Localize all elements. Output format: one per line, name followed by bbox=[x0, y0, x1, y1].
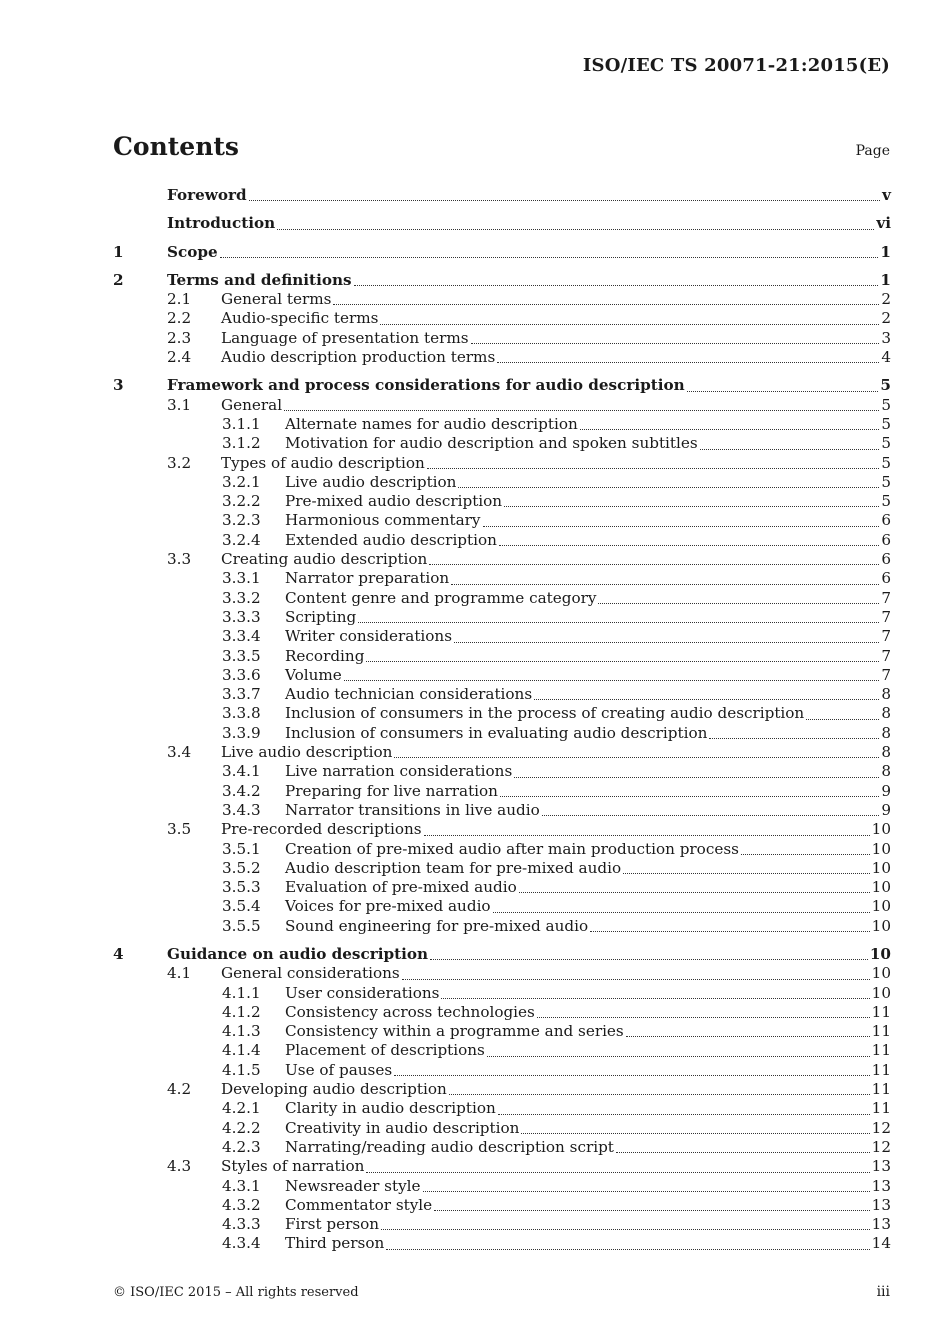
toc-entry-title[interactable]: Consistency within a programme and series bbox=[285, 1022, 624, 1041]
dot-leader bbox=[514, 776, 879, 778]
dot-leader bbox=[430, 958, 868, 960]
toc-entry-title[interactable]: Volume bbox=[285, 665, 342, 684]
toc-entry[interactable] bbox=[113, 348, 891, 367]
toc-entry[interactable] bbox=[113, 627, 891, 646]
toc-entry-page[interactable]: 8 bbox=[881, 743, 891, 762]
toc-entry-title[interactable]: Content genre and programme category bbox=[285, 588, 597, 607]
toc-entry[interactable] bbox=[113, 724, 891, 743]
toc-entry[interactable] bbox=[113, 666, 891, 685]
toc-entry-page[interactable]: 3 bbox=[881, 328, 891, 347]
toc-entry-title[interactable]: Styles of narration bbox=[221, 1157, 365, 1176]
toc-entry[interactable] bbox=[113, 396, 891, 415]
toc-entry-title[interactable]: Types of audio description bbox=[221, 453, 425, 472]
toc-entry-page[interactable]: 13 bbox=[871, 1157, 891, 1176]
toc-entry[interactable] bbox=[113, 647, 891, 666]
toc-entry[interactable] bbox=[113, 531, 891, 550]
dot-leader bbox=[498, 1113, 870, 1115]
toc-entry-number: 3.2.2 bbox=[222, 492, 261, 511]
toc-entry-title[interactable]: Inclusion of consumers in the process of creating audio description bbox=[285, 704, 805, 723]
toc-entry[interactable] bbox=[113, 820, 891, 839]
toc-entry-page[interactable]: 10 bbox=[871, 897, 891, 916]
toc-entry-number: 3 bbox=[113, 376, 124, 395]
toc-entry-number: 3.3.5 bbox=[222, 646, 261, 665]
toc-entry-page[interactable]: 5 bbox=[881, 434, 891, 453]
toc-entry[interactable] bbox=[113, 569, 891, 588]
toc-entry-number: 3.1.2 bbox=[222, 434, 261, 453]
toc-entry-page[interactable]: 12 bbox=[871, 1118, 891, 1137]
toc-entry-title[interactable]: Language of presentation terms bbox=[221, 328, 469, 347]
dot-leader bbox=[590, 930, 870, 932]
toc-entry-page[interactable]: 1 bbox=[880, 270, 891, 289]
dot-leader bbox=[534, 698, 879, 700]
toc-entry-number: 3.2.4 bbox=[222, 530, 261, 549]
dot-leader bbox=[497, 361, 879, 363]
toc-entry-title[interactable]: Audio description production terms bbox=[221, 348, 496, 367]
toc-entry-number: 4.3 bbox=[167, 1157, 192, 1176]
dot-leader bbox=[454, 641, 879, 643]
toc-entry[interactable] bbox=[113, 550, 891, 569]
toc-entry-number: 3.2 bbox=[167, 453, 192, 472]
dot-leader bbox=[598, 602, 879, 604]
toc-entry[interactable] bbox=[113, 415, 891, 434]
toc-entry[interactable] bbox=[113, 685, 891, 704]
toc-entry[interactable] bbox=[113, 801, 891, 820]
toc-entry-number: 3.1 bbox=[167, 395, 192, 414]
toc-entry[interactable] bbox=[113, 473, 891, 492]
toc-entry-number: 4.1.2 bbox=[222, 1002, 261, 1021]
toc-entry-title[interactable]: Placement of descriptions bbox=[285, 1041, 485, 1060]
toc-entry[interactable] bbox=[113, 214, 891, 233]
toc-entry-number: 2.4 bbox=[167, 348, 192, 367]
toc-entry-title[interactable]: Narrating/reading audio description script bbox=[285, 1137, 614, 1156]
toc-entry-page[interactable]: 5 bbox=[881, 414, 891, 433]
toc-entry-page[interactable]: 2 bbox=[881, 309, 891, 328]
toc-entry-number: 3.3.7 bbox=[222, 685, 261, 704]
toc-entry-number: 4.1.3 bbox=[222, 1022, 261, 1041]
toc-entry-number: 3.4.3 bbox=[222, 800, 261, 819]
dot-leader bbox=[458, 486, 879, 488]
toc-entry-number: 2.1 bbox=[167, 290, 192, 309]
toc-entry[interactable] bbox=[113, 878, 891, 897]
toc-entry[interactable] bbox=[113, 434, 891, 453]
page-column-label: Page bbox=[855, 143, 890, 159]
toc-entry-page[interactable]: 1 bbox=[880, 242, 891, 261]
toc-entry-number: 3.5.4 bbox=[222, 897, 261, 916]
toc-entry-page[interactable]: 5 bbox=[880, 376, 891, 395]
toc-entry-page[interactable]: 6 bbox=[881, 550, 891, 569]
toc-entry-page[interactable]: 6 bbox=[881, 511, 891, 530]
dot-leader bbox=[434, 1209, 870, 1211]
toc-entry-title[interactable]: Pre-recorded descriptions bbox=[221, 820, 422, 839]
toc-entry-page[interactable]: 11 bbox=[871, 1041, 891, 1060]
toc-entry[interactable] bbox=[113, 329, 891, 348]
toc-entry[interactable] bbox=[113, 1080, 891, 1099]
toc-entry-page[interactable]: 10 bbox=[871, 878, 891, 897]
toc-entry-title[interactable]: General terms bbox=[221, 290, 332, 309]
toc-entry[interactable] bbox=[113, 897, 891, 916]
toc-entry-page[interactable]: 7 bbox=[881, 646, 891, 665]
toc-entry-title[interactable]: Live audio description bbox=[285, 472, 457, 491]
toc-entry-number: 3.3.6 bbox=[222, 665, 261, 684]
toc-entry-page[interactable]: 8 bbox=[881, 685, 891, 704]
toc-entry-page[interactable]: 4 bbox=[881, 348, 891, 367]
toc-entry-title[interactable]: Audio-specific terms bbox=[221, 309, 379, 328]
toc-entry-page[interactable]: 10 bbox=[869, 944, 891, 963]
toc-entry-number: 4.3.3 bbox=[222, 1215, 261, 1234]
dot-leader bbox=[429, 563, 879, 565]
dot-leader bbox=[687, 390, 879, 392]
toc-entry-number: 4.1.1 bbox=[222, 983, 261, 1002]
dot-leader bbox=[427, 467, 880, 469]
toc-entry-number: 3.5.2 bbox=[222, 858, 261, 877]
toc-entry-number: 4.3.4 bbox=[222, 1234, 261, 1253]
toc-entry-page[interactable]: 7 bbox=[881, 627, 891, 646]
toc-entry-title[interactable]: Third person bbox=[285, 1234, 385, 1253]
dot-leader bbox=[741, 853, 870, 855]
dot-leader bbox=[504, 505, 879, 507]
toc-entry-number: 3.4.1 bbox=[222, 762, 261, 781]
dot-leader bbox=[402, 978, 870, 980]
dot-leader bbox=[358, 621, 879, 623]
toc-entry[interactable] bbox=[113, 454, 891, 473]
dot-leader bbox=[623, 872, 870, 874]
toc-entry-number: 3.2.1 bbox=[222, 472, 261, 491]
toc-entry-title[interactable]: Writer considerations bbox=[285, 627, 453, 646]
dot-leader bbox=[366, 660, 879, 662]
toc-entry-title[interactable]: Use of pauses bbox=[285, 1060, 393, 1079]
dot-leader bbox=[709, 737, 879, 739]
toc-entry-page[interactable]: 11 bbox=[871, 1080, 891, 1099]
toc-entry-page[interactable]: 10 bbox=[871, 839, 891, 858]
toc-entry-title[interactable]: Recording bbox=[285, 646, 365, 665]
toc-entry-number: 3.5.1 bbox=[222, 839, 261, 858]
table-of-contents bbox=[113, 186, 891, 1254]
toc-entry[interactable] bbox=[113, 608, 891, 627]
toc-entry[interactable] bbox=[113, 704, 891, 723]
toc-entry-number: 4.2 bbox=[167, 1080, 192, 1099]
toc-entry-number: 4.2.3 bbox=[222, 1137, 261, 1156]
toc-entry-title[interactable]: Scope bbox=[167, 242, 218, 261]
toc-entry-number: 3.5.5 bbox=[222, 916, 261, 935]
toc-entry-title[interactable]: Narrator transitions in live audio bbox=[285, 800, 540, 819]
toc-entry[interactable] bbox=[113, 1157, 891, 1176]
dot-leader bbox=[806, 718, 879, 720]
toc-entry-page[interactable]: 5 bbox=[881, 492, 891, 511]
toc-entry-number: 2 bbox=[113, 270, 124, 289]
dot-leader bbox=[366, 1171, 869, 1173]
toc-entry-page[interactable]: 11 bbox=[871, 1099, 891, 1118]
dot-leader bbox=[500, 795, 879, 797]
toc-entry-page[interactable]: 13 bbox=[871, 1215, 891, 1234]
toc-entry-title[interactable]: Introduction bbox=[167, 214, 276, 233]
toc-entry-page[interactable]: 11 bbox=[871, 1002, 891, 1021]
toc-entry-title[interactable]: Guidance on audio description bbox=[167, 944, 429, 963]
toc-entry-number: 3.3.4 bbox=[222, 627, 261, 646]
dot-leader bbox=[537, 1016, 870, 1018]
toc-entry-page[interactable]: 2 bbox=[881, 290, 891, 309]
toc-entry-title[interactable]: Motivation for audio description and spoken subtitles bbox=[285, 434, 698, 453]
toc-entry[interactable] bbox=[113, 1234, 891, 1253]
toc-entry[interactable] bbox=[113, 1196, 891, 1215]
toc-entry-page[interactable]: 5 bbox=[881, 453, 891, 472]
contents-heading: Contents bbox=[113, 132, 240, 161]
toc-entry[interactable] bbox=[113, 1061, 891, 1080]
toc-entry-page[interactable]: 13 bbox=[871, 1176, 891, 1195]
toc-entry-page[interactable]: 9 bbox=[881, 781, 891, 800]
toc-entry-page[interactable]: 14 bbox=[871, 1234, 891, 1253]
toc-entry-page[interactable]: 12 bbox=[871, 1137, 891, 1156]
toc-entry[interactable] bbox=[113, 840, 891, 859]
toc-entry-number: 3.5.3 bbox=[222, 878, 261, 897]
toc-entry[interactable] bbox=[113, 1119, 891, 1138]
toc-entry[interactable] bbox=[113, 984, 891, 1003]
toc-entry-title[interactable]: Voices for pre-mixed audio bbox=[285, 897, 491, 916]
dot-leader bbox=[580, 428, 880, 430]
dot-leader bbox=[277, 228, 874, 230]
dot-leader bbox=[521, 1132, 869, 1134]
copyright-notice: © ISO/IEC 2015 – All rights reserved bbox=[113, 1285, 359, 1300]
toc-entry[interactable] bbox=[113, 1215, 891, 1234]
toc-entry-page[interactable]: 11 bbox=[871, 1060, 891, 1079]
dot-leader bbox=[487, 1055, 870, 1057]
toc-entry[interactable] bbox=[113, 743, 891, 762]
toc-entry-page[interactable]: 10 bbox=[871, 964, 891, 983]
toc-entry-page[interactable]: 7 bbox=[881, 588, 891, 607]
dot-leader bbox=[423, 1190, 870, 1192]
toc-entry-title[interactable]: Pre-mixed audio description bbox=[285, 492, 503, 511]
toc-entry-page[interactable]: v bbox=[882, 186, 891, 204]
toc-entry-number: 4.2.1 bbox=[222, 1099, 261, 1118]
toc-entry[interactable] bbox=[113, 782, 891, 801]
dot-leader bbox=[542, 814, 880, 816]
page-number: iii bbox=[876, 1284, 890, 1300]
toc-entry-title[interactable]: Evaluation of pre-mixed audio bbox=[285, 878, 517, 897]
toc-entry-number: 4.3.1 bbox=[222, 1176, 261, 1195]
toc-entry-title[interactable]: Narrator preparation bbox=[285, 569, 450, 588]
dot-leader bbox=[493, 911, 870, 913]
dot-leader bbox=[354, 284, 879, 286]
toc-entry[interactable] bbox=[113, 309, 891, 328]
dot-leader bbox=[471, 342, 880, 344]
toc-entry-title[interactable]: Consistency across technologies bbox=[285, 1002, 535, 1021]
dot-leader bbox=[451, 583, 879, 585]
toc-entry[interactable] bbox=[113, 492, 891, 511]
toc-entry-title[interactable]: Live narration considerations bbox=[285, 762, 513, 781]
toc-entry[interactable] bbox=[113, 243, 891, 262]
toc-entry-number: 2.2 bbox=[167, 309, 192, 328]
dot-leader bbox=[220, 256, 879, 258]
toc-entry-number: 3.2.3 bbox=[222, 511, 261, 530]
toc-entry-title[interactable]: Creating audio description bbox=[221, 550, 428, 569]
toc-entry[interactable] bbox=[113, 762, 891, 781]
toc-entry[interactable] bbox=[113, 859, 891, 878]
toc-entry-title[interactable]: Inclusion of consumers in evaluating audio description bbox=[285, 723, 708, 742]
toc-entry-page[interactable]: 11 bbox=[871, 1022, 891, 1041]
toc-entry-title[interactable]: General bbox=[221, 395, 283, 414]
toc-entry[interactable] bbox=[113, 964, 891, 983]
toc-entry-title[interactable]: Live audio description bbox=[221, 743, 393, 762]
toc-entry[interactable] bbox=[113, 271, 891, 290]
toc-entry[interactable] bbox=[113, 945, 891, 964]
dot-leader bbox=[386, 1248, 869, 1250]
toc-entry[interactable] bbox=[113, 1099, 891, 1118]
toc-entry[interactable] bbox=[113, 1003, 891, 1022]
toc-entry-number: 2.3 bbox=[167, 328, 192, 347]
toc-entry[interactable] bbox=[113, 1177, 891, 1196]
toc-entry-page[interactable]: 7 bbox=[881, 607, 891, 626]
dot-leader bbox=[394, 1074, 870, 1076]
toc-entry-title[interactable]: Harmonious commentary bbox=[285, 511, 481, 530]
toc-entry[interactable] bbox=[113, 376, 891, 395]
document-id: ISO/IEC TS 20071-21:2015(E) bbox=[582, 55, 890, 76]
dot-leader bbox=[616, 1151, 870, 1153]
toc-entry-title[interactable]: First person bbox=[285, 1215, 380, 1234]
toc-entry-title[interactable]: Extended audio description bbox=[285, 530, 497, 549]
toc-entry-number: 3.5 bbox=[167, 820, 192, 839]
toc-entry-number: 4 bbox=[113, 944, 124, 963]
dot-leader bbox=[344, 679, 880, 681]
toc-entry-title[interactable]: Newsreader style bbox=[285, 1176, 421, 1195]
toc-entry-page[interactable]: 8 bbox=[881, 762, 891, 781]
toc-entry-title[interactable]: Sound engineering for pre-mixed audio bbox=[285, 916, 589, 935]
toc-entry-page[interactable]: 10 bbox=[871, 820, 891, 839]
dot-leader bbox=[499, 544, 879, 546]
dot-leader bbox=[626, 1035, 870, 1037]
toc-entry-number: 3.4 bbox=[167, 743, 192, 762]
toc-entry-title[interactable]: Terms and definitions bbox=[167, 270, 352, 289]
toc-entry-page[interactable]: 8 bbox=[881, 723, 891, 742]
toc-entry-title[interactable]: Preparing for live narration bbox=[285, 781, 498, 800]
toc-entry-number: 3.1.1 bbox=[222, 414, 261, 433]
dot-leader bbox=[700, 448, 880, 450]
toc-entry-title[interactable]: Framework and process considerations for audio description bbox=[167, 376, 685, 395]
toc-entry-page[interactable]: 10 bbox=[871, 858, 891, 877]
toc-entry-number: 3.3.8 bbox=[222, 704, 261, 723]
dot-leader bbox=[449, 1093, 870, 1095]
dot-leader bbox=[333, 303, 879, 305]
toc-entry-number: 4.3.2 bbox=[222, 1195, 261, 1214]
toc-entry-page[interactable]: 13 bbox=[871, 1195, 891, 1214]
toc-entry-number: 3.3.1 bbox=[222, 569, 261, 588]
dot-leader bbox=[381, 1228, 870, 1230]
toc-entry-number: 3.3.2 bbox=[222, 588, 261, 607]
toc-entry-title[interactable]: General considerations bbox=[221, 964, 400, 983]
toc-entry[interactable] bbox=[113, 1022, 891, 1041]
toc-entry-number: 4.1.5 bbox=[222, 1060, 261, 1079]
toc-entry-title[interactable]: Audio technician considerations bbox=[285, 685, 533, 704]
dot-leader bbox=[441, 997, 869, 999]
dot-leader bbox=[519, 891, 870, 893]
toc-entry-number: 3.3.9 bbox=[222, 723, 261, 742]
toc-entry-number: 4.1 bbox=[167, 964, 192, 983]
toc-entry-number: 3.4.2 bbox=[222, 781, 261, 800]
toc-entry-title[interactable]: Scripting bbox=[285, 607, 357, 626]
toc-entry[interactable] bbox=[113, 1138, 891, 1157]
toc-entry-title[interactable]: Commentator style bbox=[285, 1195, 433, 1214]
dot-leader bbox=[249, 199, 881, 201]
toc-entry-page[interactable]: 9 bbox=[881, 800, 891, 819]
dot-leader bbox=[380, 323, 879, 325]
dot-leader bbox=[424, 834, 870, 836]
dot-leader bbox=[483, 525, 880, 527]
toc-entry-title[interactable]: Creation of pre-mixed audio after main production process bbox=[285, 839, 739, 858]
toc-entry-page[interactable]: 8 bbox=[881, 704, 891, 723]
toc-entry-title[interactable]: Audio description team for pre-mixed audio bbox=[285, 858, 622, 877]
toc-entry-number: 3.3.3 bbox=[222, 607, 261, 626]
toc-entry-page[interactable]: 5 bbox=[881, 395, 891, 414]
toc-entry-number: 3.3 bbox=[167, 550, 192, 569]
toc-entry-number: 1 bbox=[113, 242, 124, 261]
toc-entry-page[interactable]: 6 bbox=[881, 530, 891, 549]
toc-entry-title[interactable]: Alternate names for audio description bbox=[285, 414, 578, 433]
toc-entry-page[interactable]: 5 bbox=[881, 472, 891, 491]
toc-entry-page[interactable]: 6 bbox=[881, 569, 891, 588]
toc-entry[interactable] bbox=[113, 290, 891, 309]
toc-entry[interactable] bbox=[113, 511, 891, 530]
toc-entry-page[interactable]: 10 bbox=[871, 916, 891, 935]
toc-entry[interactable] bbox=[113, 186, 891, 205]
toc-entry-title[interactable]: Developing audio description bbox=[221, 1080, 447, 1099]
dot-leader bbox=[394, 756, 879, 758]
toc-entry-title[interactable]: Creativity in audio description bbox=[285, 1118, 520, 1137]
toc-entry-number: 4.2.2 bbox=[222, 1118, 261, 1137]
dot-leader bbox=[284, 409, 879, 411]
toc-entry[interactable] bbox=[113, 589, 891, 608]
toc-entry[interactable] bbox=[113, 1041, 891, 1060]
toc-entry-title[interactable]: Foreword bbox=[167, 186, 247, 204]
toc-entry-title[interactable]: User considerations bbox=[285, 983, 440, 1002]
toc-entry-page[interactable]: 10 bbox=[871, 983, 891, 1002]
toc-entry-number: 4.1.4 bbox=[222, 1041, 261, 1060]
toc-entry-title[interactable]: Clarity in audio description bbox=[285, 1099, 496, 1118]
toc-entry[interactable] bbox=[113, 917, 891, 936]
toc-entry-page[interactable]: vi bbox=[876, 214, 891, 233]
toc-entry-page[interactable]: 7 bbox=[881, 665, 891, 684]
